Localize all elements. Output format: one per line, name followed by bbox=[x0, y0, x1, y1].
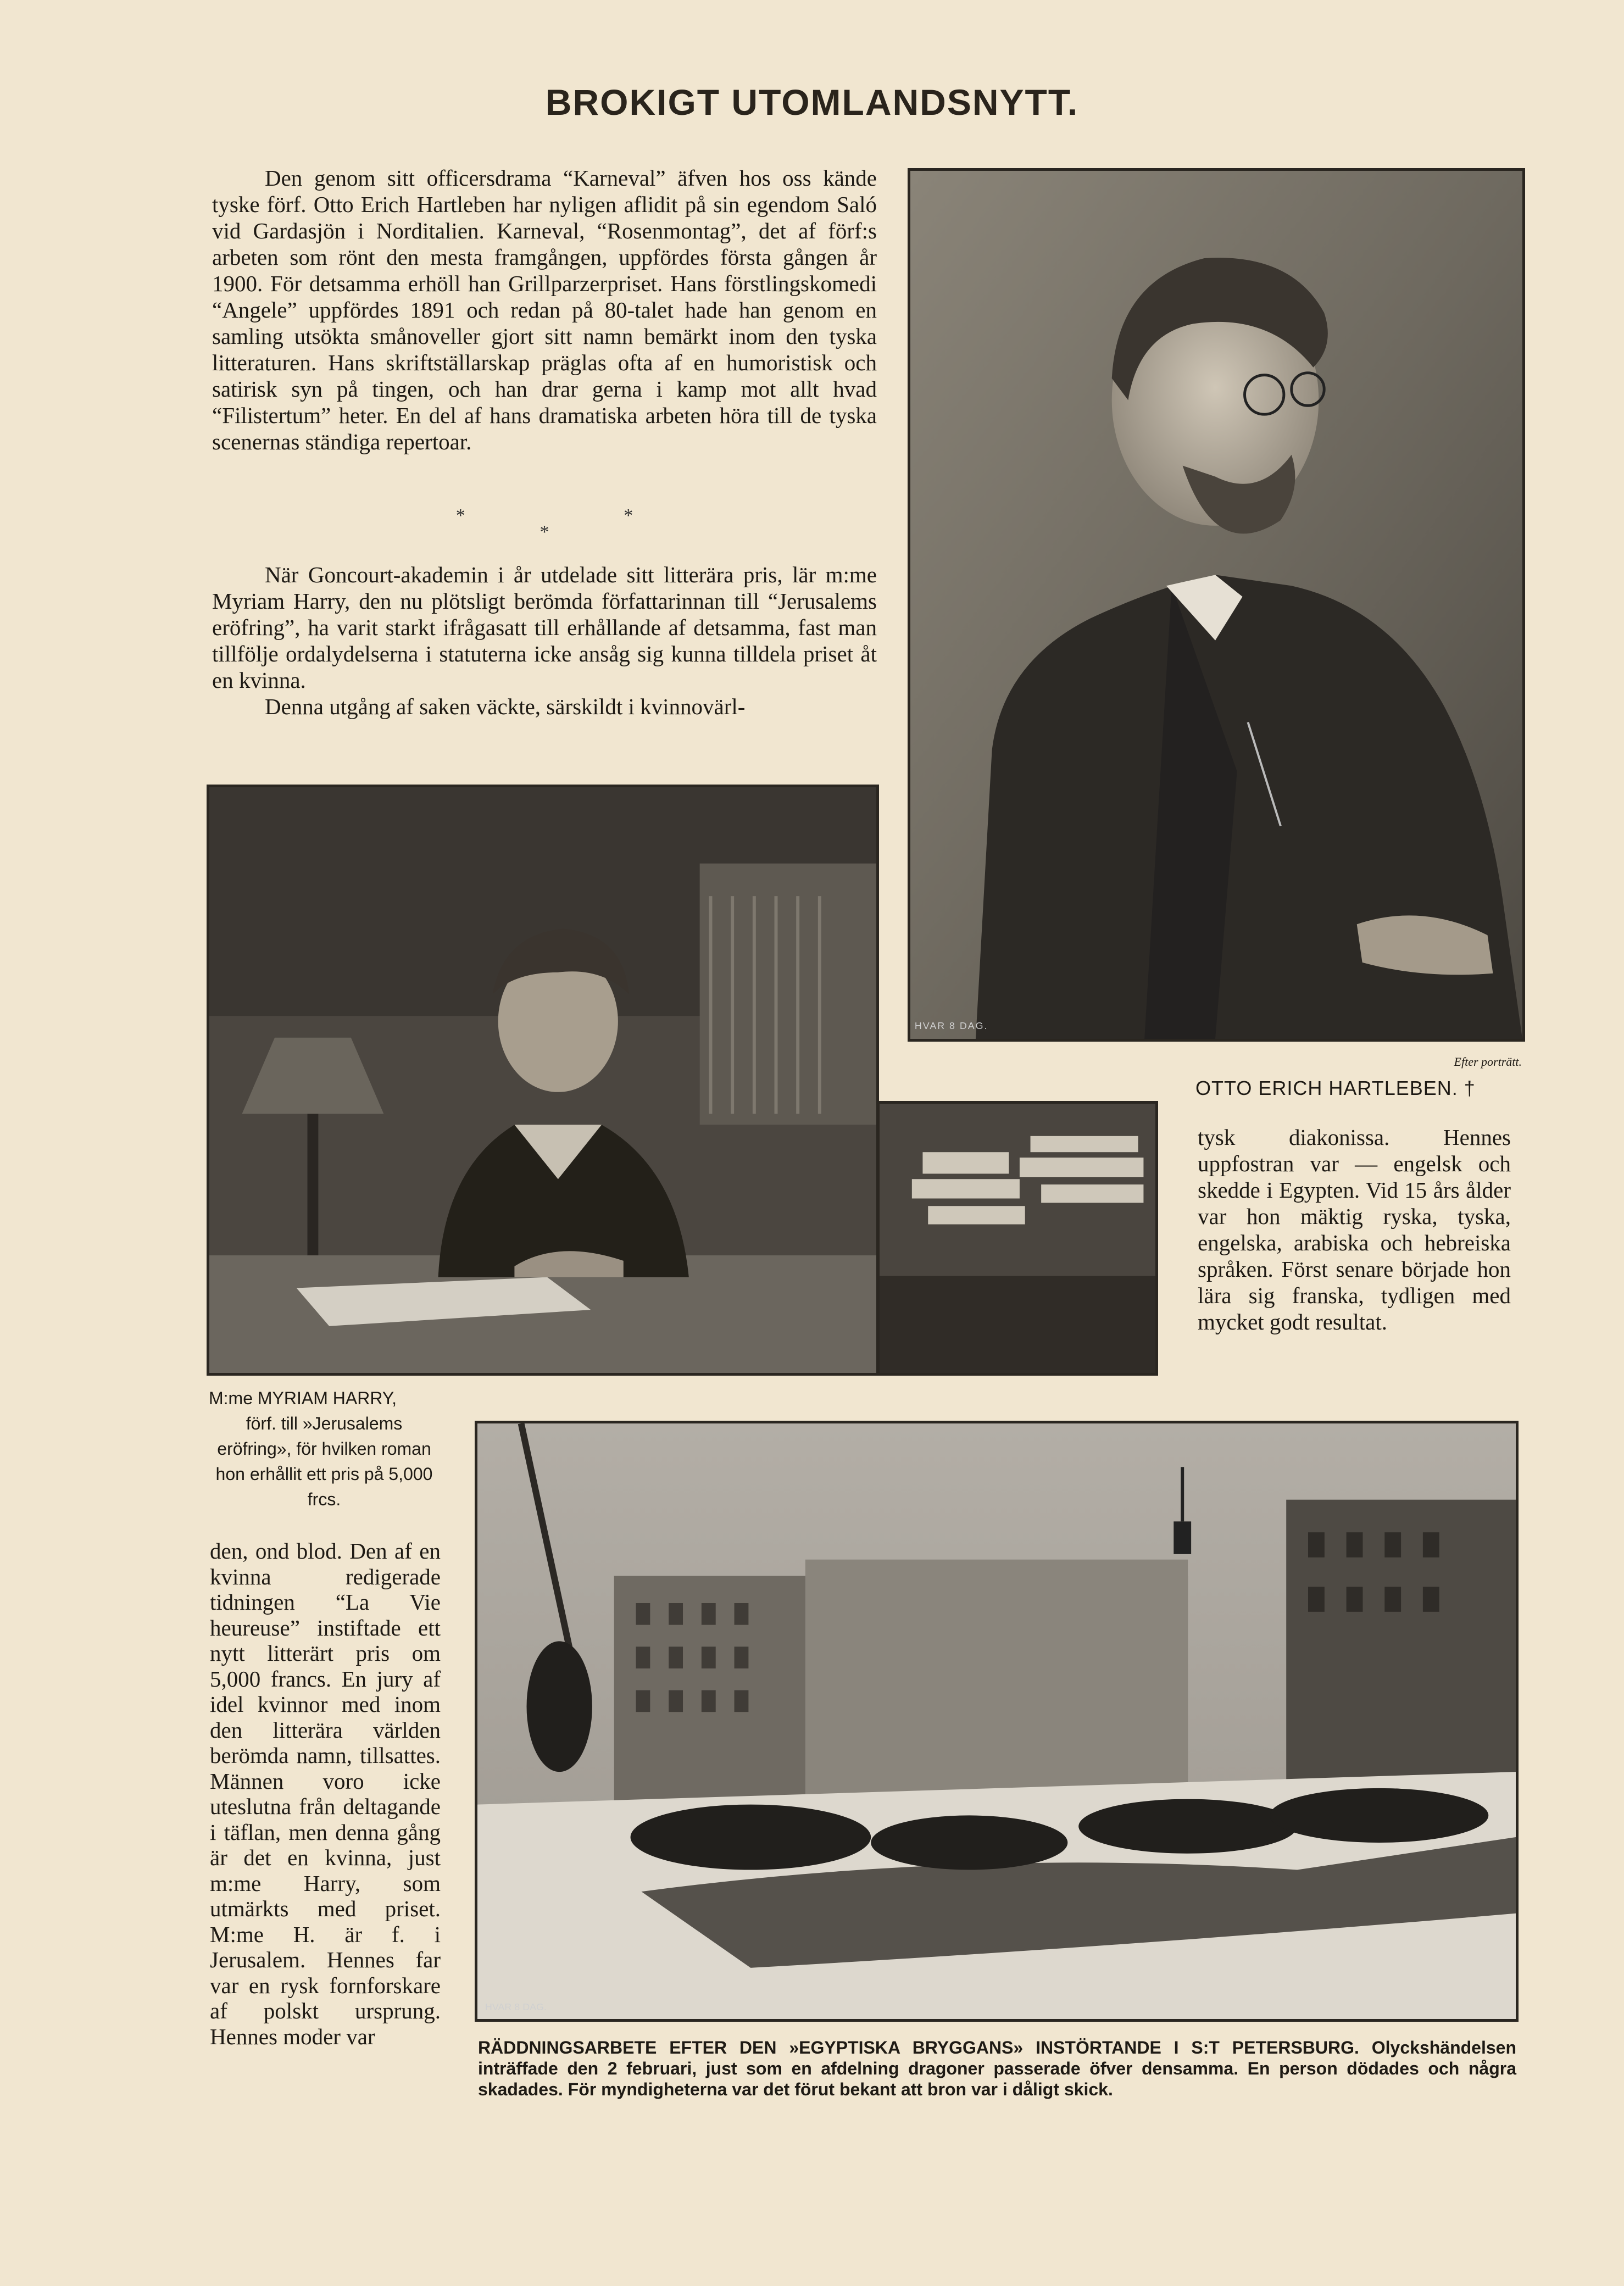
hartleben-portrait-photo bbox=[908, 168, 1525, 1042]
hartleben-caption: OTTO ERICH HARTLEBEN. † bbox=[1195, 1077, 1476, 1099]
bridge-collapse-photo bbox=[475, 1421, 1519, 2022]
myriam-harry-photo bbox=[207, 785, 879, 1376]
harry-photo-books-extension bbox=[877, 1101, 1158, 1376]
portrait-credit: Efter porträtt. bbox=[1454, 1055, 1522, 1069]
photo-watermark: HVAR 8 DAG. bbox=[914, 1020, 988, 1032]
article-harry-continuation-right: tysk diakonissa. Hennes uppfostran var — engelsk och skedde i Egypten. Vid 15 års ålder var hon mäktig ryska, tyska, engelska, arabiska och hebreiska språken. Först senare började hon lära sig franska, tydligen med mycket godt resultat. bbox=[1198, 1125, 1511, 1334]
bridge-image bbox=[477, 1423, 1516, 2019]
article-harry-text bbox=[212, 561, 877, 720]
article-paragraph: Denna utgång af saken väckte, särskildt i kvinnovärl- bbox=[265, 694, 746, 719]
page-title: BROKIGT UTOMLANDSNYTT. bbox=[545, 82, 1079, 123]
article-paragraph: Den genom sitt officersdrama “Karneval” äfven hos oss kände tyske förf. Otto Erich Hartleben har nyligen aflidit på sin egendom Saló vid Gardasjön i Norditalien. Karneval, “Rosenmontag”, det af förf:s arbeten som rönt den mesta framgången, uppfördes första gången år 1900. För detsamma erhöll han Grillparzerpriset. Hans förstlingskomedi “Angele” uppfördes 1891 och redan på 80-talet hade han genom en samling utsökta smånoveller gjort sitt namn bemärkt inom den tyska litteraturen. Hans skriftställarskap präglas ofta af en humoristisk och satirisk syn på tingen, och han drar gerna i kamp mot allt hvad “Filistertum” heter. En del af hans dramatiska arbeten höra till de tyska scenernas ständiga repertoar. bbox=[212, 165, 877, 454]
article-harry-continuation-left: den, ond blod. Den af en kvinna redigerade tidningen “La Vie heureuse” instiftade ett nytt litterärt pris om 5,000 francs. En jury af idel kvinnor med inom den litterära världen berömda namn, tillsattes. Männen voro icke uteslutna från deltagande i täflan, men denna gång är det en kvinna, just m:me Harry, som utmärkts med priset. M:me H. är f. i Jerusalem. Hennes far var en rysk fornforskare af polskt ursprung. Hennes moder var bbox=[210, 1538, 441, 2049]
harry-caption bbox=[209, 1386, 440, 1512]
portrait-image bbox=[910, 171, 1522, 1039]
harry-image bbox=[209, 787, 876, 1373]
harry-caption-name: M:me MYRIAM HARRY, bbox=[209, 1388, 397, 1408]
harry-caption-description: förf. till »Jerusalems eröfring», för hvilken roman hon erhållit ett pris på 5,000 frcs. bbox=[215, 1414, 433, 1509]
section-separator bbox=[443, 505, 646, 542]
separator-stars-top: * * bbox=[455, 505, 633, 526]
separator-star-center: * bbox=[540, 522, 549, 542]
bridge-caption: RÄDDNINGSARBETE EFTER DEN »EGYPTISKA BRYGGANS» INSTÖRTANDE I S:T PETERSBURG. Olyckshändelsen inträffade den 2 februari, just som en afdelning dragoner passerade öfver densamma. En person dödades och några skadades. För myndigheterna var det förut bekant att bron var i dåligt skick. bbox=[478, 2038, 1516, 2099]
photo-watermark: HVAR 8 DAG. bbox=[485, 2001, 547, 2013]
article-paragraph: När Goncourt-akademin i år utdelade sitt litterära pris, lär m:me Myriam Harry, den nu plötsligt berömda författarinnan till “Jerusalems eröfring”, ha varit starkt ifrågasatt till erhållande af detsamma, fast man tillfölje ordalydelserna i statuterna icke ansåg sig kunna tilldela priset åt en kvinna. bbox=[212, 562, 877, 693]
books-image bbox=[880, 1104, 1155, 1373]
article-hartleben-text bbox=[212, 165, 877, 455]
